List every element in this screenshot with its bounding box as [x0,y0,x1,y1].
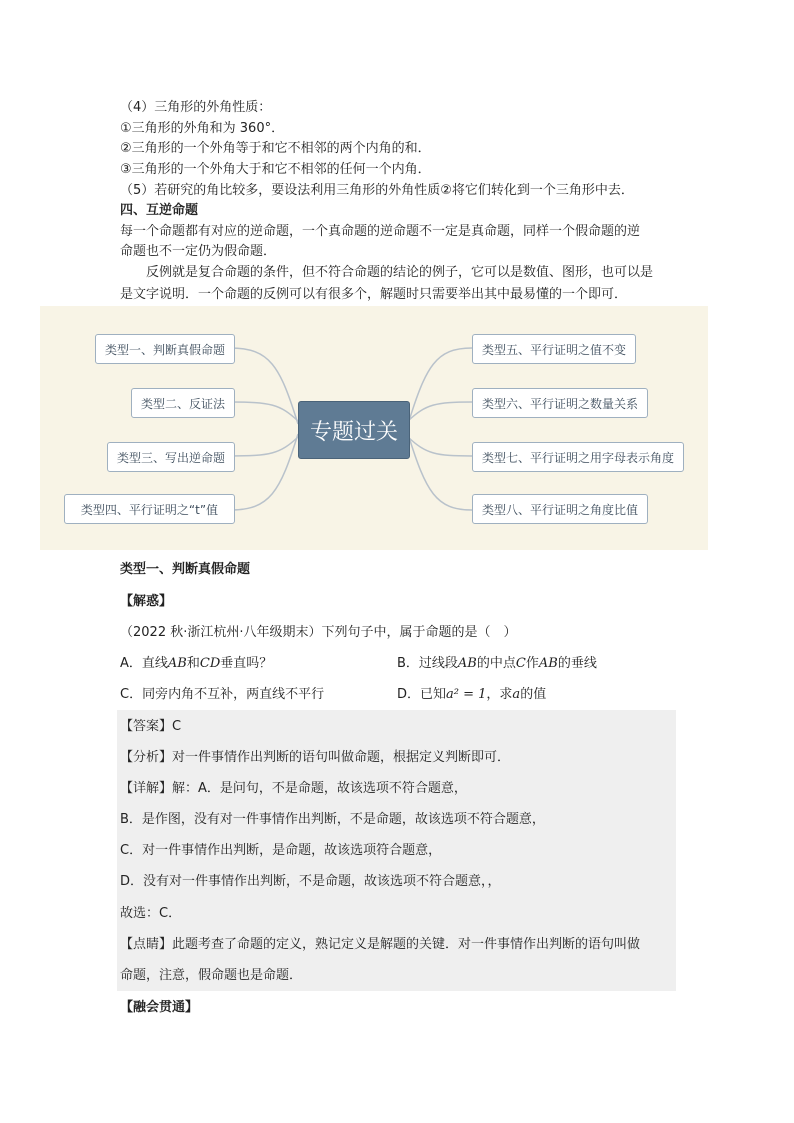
option-a-and: 和 [186,656,200,671]
intro-line-4: ③三角形的一个外角大于和它不相邻的任何一个内角． [120,162,431,177]
option-b-c: C [515,656,526,671]
option-d [397,685,546,705]
mindmap-node-type-2: 类型二、反证法 [131,388,235,418]
mindmap-node-type-6: 类型六、平行证明之数量关系 [472,388,648,418]
option-a-cd: CD [199,656,221,671]
mind-map [40,306,708,550]
option-b-mid: 的中点 [476,656,516,671]
option-d-equation: a² = 1 [446,687,487,702]
mindmap-node-type-4: 类型四、平行证明之“t”值 [64,494,235,524]
choice-line: 故选：C． [120,906,182,921]
question-text: （2022 秋·浙江杭州·八年级期末）下列句子中，属于命题的是（ ） [120,625,517,640]
option-b-ab: AB [457,656,477,671]
connector-left-3 [230,437,298,456]
connector-right-2 [408,402,472,421]
option-b-prefix: B．过线段 [397,656,458,671]
mindmap-node-type-3: 类型三、写出逆命题 [107,442,235,472]
intro-line-3: ②三角形的一个外角等于和它不相邻的两个内角的和． [120,141,431,156]
intro-line-1: （4）三角形的外角性质： [120,100,272,115]
mindmap-node-type-1: 类型一、判断真假命题 [95,334,235,364]
jiehuo-label: 【解惑】 [120,594,173,609]
para-1-line-2: 命题也不一定仍为假命题． [120,244,277,259]
option-d-a: a [512,687,521,702]
analysis-line: 【分析】对一件事情作出判断的语句叫做命题，根据定义判断即可． [120,750,511,765]
answer-line: 【答案】C [120,719,182,734]
option-b-zuo: 作 [525,656,539,671]
option-c: C．同旁内角不互补，两直线不平行 [120,687,325,702]
detail-line-c: C．对一件事情作出判断，是命题，故该选项符合题意， [120,843,442,858]
connector-left-2 [230,402,298,421]
intro-line-5: （5）若研究的角比较多，要设法利用三角形的外角性质②将它们转化到一个三角形中去． [120,183,634,198]
section-heading-4: 四、互逆命题 [120,203,199,218]
mindmap-node-type-5: 类型五、平行证明之值不变 [472,334,636,364]
option-b-ab2: AB [538,656,558,671]
mindmap-node-type-8: 类型八、平行证明之角度比值 [472,494,648,524]
option-a [120,654,272,674]
detail-line-d: D．没有对一件事情作出判断，不是命题，故该选项不符合题意，， [120,874,501,889]
option-a-suffix: 垂直吗？ [220,656,273,671]
connector-right-3 [408,437,472,456]
para-1-line-1: 每一个命题都有对应的逆命题，一个真命题的逆命题不一定是真命题，同样一个假命题的逆 [120,224,641,239]
detail-line-a: 【详解】解：A．是问句，不是命题，故该选项不符合题意， [120,781,467,796]
mindmap-center: 专题过关 [298,401,410,459]
option-d-prefix: D．已知 [397,687,447,702]
option-a-prefix: A．直线 [120,656,168,671]
option-a-ab: AB [167,656,187,671]
option-d-suffix: 的值 [520,687,547,702]
option-b [397,654,597,674]
detail-line-b: B．是作图，没有对一件事情作出判断，不是命题，故该选项不符合题意， [120,812,545,827]
mindmap-node-type-7: 类型七、平行证明之用字母表示角度 [472,442,684,472]
ronghui-label: 【融会贯通】 [120,1000,199,1015]
option-d-mid: ，求 [486,687,513,702]
intro-line-2: ①三角形的外角和为 360°． [120,121,285,136]
para-2-line-1: 反例就是复合命题的条件，但不符合命题的结论的例子，它可以是数值、图形，也可以是 [146,265,654,280]
type-1-title: 类型一、判断真假命题 [120,562,251,577]
option-b-suffix: 的垂线 [557,656,597,671]
comment-line-2: 命题，注意，假命题也是命题． [120,968,303,983]
comment-line-1: 【点睛】此题考查了命题的定义，熟记定义是解题的关键．对一件事情作出判断的语句叫做 [120,937,641,952]
para-2-line-2: 是文字说明．一个命题的反例可以有很多个，解题时只需要举出其中最易懂的一个即可． [120,287,628,302]
